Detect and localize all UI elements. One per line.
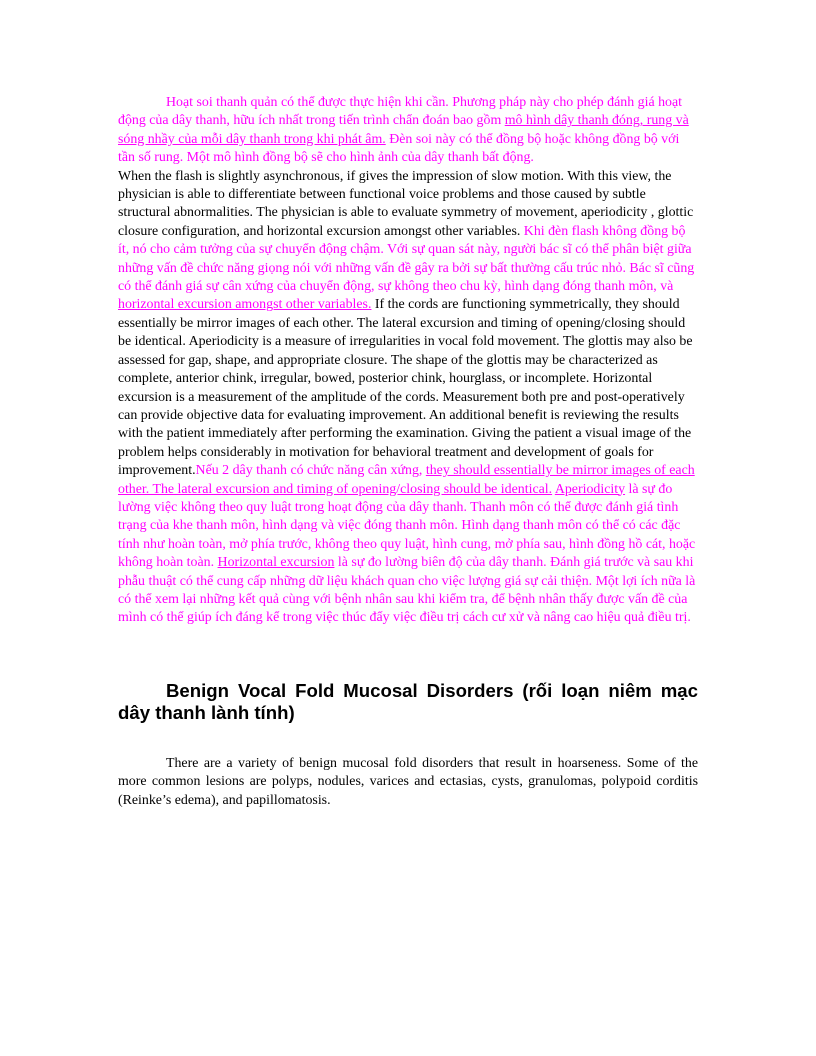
paragraph-benign-disorders: There are a variety of benign mucosal fold disorders that result in hoarseness. Some of the more common lesions are polyps, nodules, varices and ectasias, cysts, granulomas, polypoid corditis (Reinke’s edema), and papillomatosis. <box>118 755 698 808</box>
underlined-text-run: they should essentially be mirror images of each other. The lateral excursion and timing of opening/closing should be identical. <box>118 463 695 497</box>
document-page <box>118 94 698 810</box>
section-heading: Benign Vocal Fold Mucosal Disorders (rối loạn niêm mạc dây thanh lành tính) <box>118 679 698 723</box>
text-run: When the flash is slightly asynchronous, if gives the impression of slow motion. With this view, the physician is able to differentiate between functional voice problems and those caused by subtle structural abnormalities. The physician is able to evaluate symmetry of movement, aperiodicity , glottic closure configuration, and horizontal excursion amongst other variables. <box>118 168 694 239</box>
paragraph-vietnamese-intro <box>118 94 698 168</box>
text-run: Đèn soi này có thể đồng bộ hoặc không đồng bộ với tần số rung. Một mô hình đồng bộ sẽ cho hình ảnh của dây thanh bất động. <box>118 131 680 166</box>
vietnamese-text-run: là sự đo lường biên độ của dây thanh. Đánh giá trước và sau khi phẫu thuật có thể cung cấp những dữ liệu khách quan cho việc lượng giá sự cải thiện. Một lợi ích nữa là có thể xem lại những kết quả cùng với bệnh nhân sau khi kiểm tra, để bệnh nhân thấy được vấn đề của mình có thể giúp ích đáng kể trong việc thúc đẩy việc điều trị cách cư xử và nâng cao hiệu quả điều trị. <box>118 555 696 626</box>
vietnamese-text-run: Khi đèn flash không đồng bộ ít, nó cho cảm tưởng của sự chuyển động chậm. Với sự quan sát này, người bác sĩ có thể phân biệt giữa những vấn đề chức năng giọng nói với những vấn đề gây ra bởi sự bất thường cấu trúc nhỏ. Bác sĩ cũng có thể đánh giá sự cân xứng của chuyển động, sự không theo chu kỳ, hình dạng đóng thanh môn, và <box>118 223 695 295</box>
underlined-text-run: Horizontal excursion <box>217 555 335 571</box>
underlined-text-run: mô hình dây thanh đóng, rung và sóng nhầy của mỗi dây thanh trong khi phát âm. <box>118 113 689 147</box>
vietnamese-text-run: là sự đo lường việc không theo quy luật trong hoạt động của dây thanh. Thanh môn có thể được đánh giá tình trạng của khe thanh môn, hình dạng và việc đóng thanh môn. Hình dạng thanh môn có thể có các đặc tính như hoàn toàn, mở phía trước, không theo quy luật, hình cung, mở phía sau, hình đồng hồ cát, hoặc không hoàn toàn. <box>118 481 696 571</box>
underlined-text-run: Aperiodicity <box>554 481 626 497</box>
text-run: If the cords are functioning symmetrically, they should essentially be mirror images of each other. The lateral excursion and timing of opening/closing should be identical. Aperiodicity is a measure of irregularities in vocal fold movement. The glottis may also be assessed for gap, shape, and appropriate closure. The shape of the glottis may be characterized as complete, anterior chink, irregular, bowed, posterior chink, hourglass, or incomplete. Horizontal excursion is a measurement of the amplitude of the cords. Measurement both pre and post-operatively can provide objective data for evaluating improvement. An additional benefit is reviewing the results with the patient immediately after performing the examination. Giving the patient a visual image of the problem helps considerably in motivation for behavioral treatment and development of goals for improvement. <box>118 297 693 479</box>
vietnamese-text-run: Nếu 2 dây thanh có chức năng cân xứng, <box>195 463 426 479</box>
paragraph-stroboscopy <box>118 168 698 628</box>
underlined-text-run: horizontal excursion amongst other variables. <box>118 297 372 313</box>
text-run: Hoạt soi thanh quản có thể được thực hiện khi cần. Phương pháp này cho phép đánh giá hoạt động của dây thanh, hữu ích nhất trong tiến trình chẩn đoán bao gồm <box>118 95 682 129</box>
